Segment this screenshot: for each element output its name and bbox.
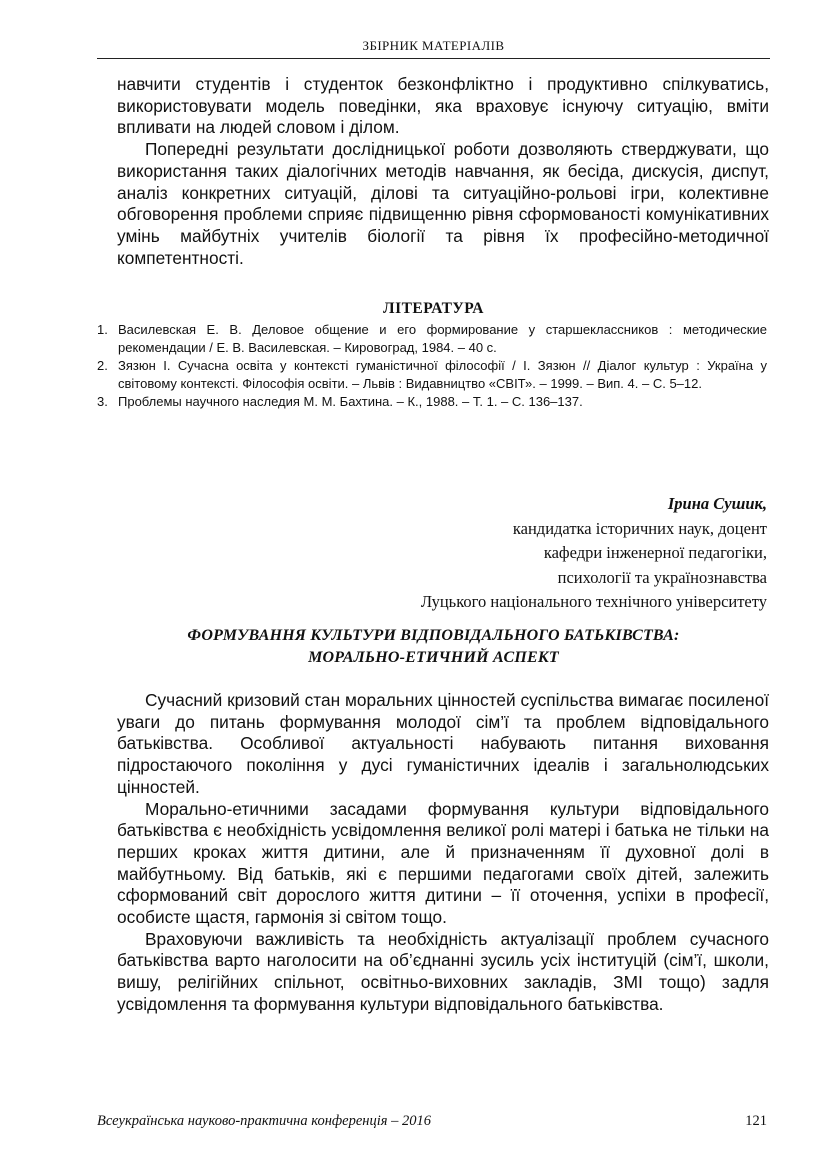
top-section bbox=[117, 74, 769, 269]
references-list bbox=[97, 321, 767, 411]
author-affiliation-line: психології та українознавства bbox=[557, 567, 767, 587]
page-number: 121 bbox=[745, 1113, 767, 1129]
reference-text: Проблемы научного наследия М. М. Бахтина. – К., 1988. – Т. 1. – С. 136–137. bbox=[118, 394, 583, 409]
paragraph-results: Попередні результати дослідницької роботи дозволяють стверджувати, що використання таких діалогічних методів навчання, як бесіда, дискусія, диспут, аналіз конкретних ситуацій, ділові та ситуаційно-рольові ігри, колективне обговорення проблеми сприяє підвищенню рівня сформованості комунікативних умінь майбутніх учителів біології та рівня їх професійно-методичної компетентності. bbox=[117, 139, 769, 268]
literature-heading: ЛІТЕРАТУРА bbox=[383, 300, 484, 317]
author-affiliation-line: кандидатка історичних наук, доцент bbox=[512, 518, 767, 538]
running-header: ЗБІРНИК МАТЕРІАЛІВ bbox=[362, 38, 505, 53]
reference-number: 3. bbox=[97, 394, 108, 409]
article-title-line: МОРАЛЬНО-ЕТИЧНИЙ АСПЕКТ bbox=[308, 649, 559, 666]
reference-text: Зязюн І. Сучасна освіта у контексті гуманістичної філософії / І. Зязюн // Діалог культур : Україна у світовому контексті. Філософія освіти. – Львів : Видавництво «СВІТ». – 1999. – Вип. 4. – С. 5–12. bbox=[118, 358, 767, 391]
article-title bbox=[97, 625, 770, 669]
article-paragraph: Морально-етичними засадами формування культури відповідального батьківства є необхідність усвідомлення великої ролі матері і батька не тільки на перших кроках життя дитини, але й призначенням її духовної долі в майбутньому. Від батьків, які є першими педагогами своїх дітей, залежить сформований світ дорослого життя дитини – її оточення, успіхи в професії, особисте щастя, гармонія зі світом тощо. bbox=[117, 798, 769, 928]
reference-item bbox=[97, 357, 767, 393]
reference-text: Василевская Е. В. Деловое общение и его формирование у старшеклассников : методические рекомендации / Е. В. Василевская. – Кировоград, 1984. – 40 с. bbox=[118, 322, 767, 355]
author-block bbox=[421, 492, 767, 615]
footer-conference: Всеукраїнська науково-практична конференція – 2016 bbox=[97, 1113, 432, 1129]
article-paragraph: Сучасний кризовий стан моральних цінностей суспільства вимагає посиленої уваги до питань формування молодої сім’ї та проблем відповідального батьківства. Особливої актуальності набувають питання виховання підростаючого покоління у дусі гуманістичних ідеалів і загальнолюдських цінностей. bbox=[117, 690, 769, 797]
paragraph-continuation: навчити студентів і студенток безконфліктно і продуктивно спілкуватись, використовувати модель поведінки, яка враховує існуючу ситуацію, вміти впливати на людей словом і ділом. bbox=[117, 74, 769, 138]
author-affiliation-line: Луцького національного технічного університету bbox=[420, 592, 767, 611]
author-affiliation-line: кафедри інженерної педагогіки, bbox=[543, 543, 767, 562]
reference-item bbox=[97, 393, 767, 411]
reference-item bbox=[97, 321, 767, 357]
article-title-line: ФОРМУВАННЯ КУЛЬТУРИ ВІДПОВІДАЛЬНОГО БАТЬКІВСТВА: bbox=[187, 627, 680, 644]
header-rule bbox=[97, 58, 770, 59]
reference-number: 2. bbox=[97, 358, 108, 373]
article-paragraph: Враховуючи важливість та необхідність актуалізації проблем сучасного батьківства варто наголосити на об’єднанні зусиль усіх інституцій (сім’ї, школи, вишу, релігійних спільнот, освітньо-виховних закладів, ЗМІ тощо) задля усвідомлення та формування культури відповідального батьківства. bbox=[117, 928, 769, 1014]
reference-number: 1. bbox=[97, 322, 108, 337]
article-body bbox=[117, 690, 769, 1016]
author-name: Ірина Сушик, bbox=[667, 494, 767, 513]
